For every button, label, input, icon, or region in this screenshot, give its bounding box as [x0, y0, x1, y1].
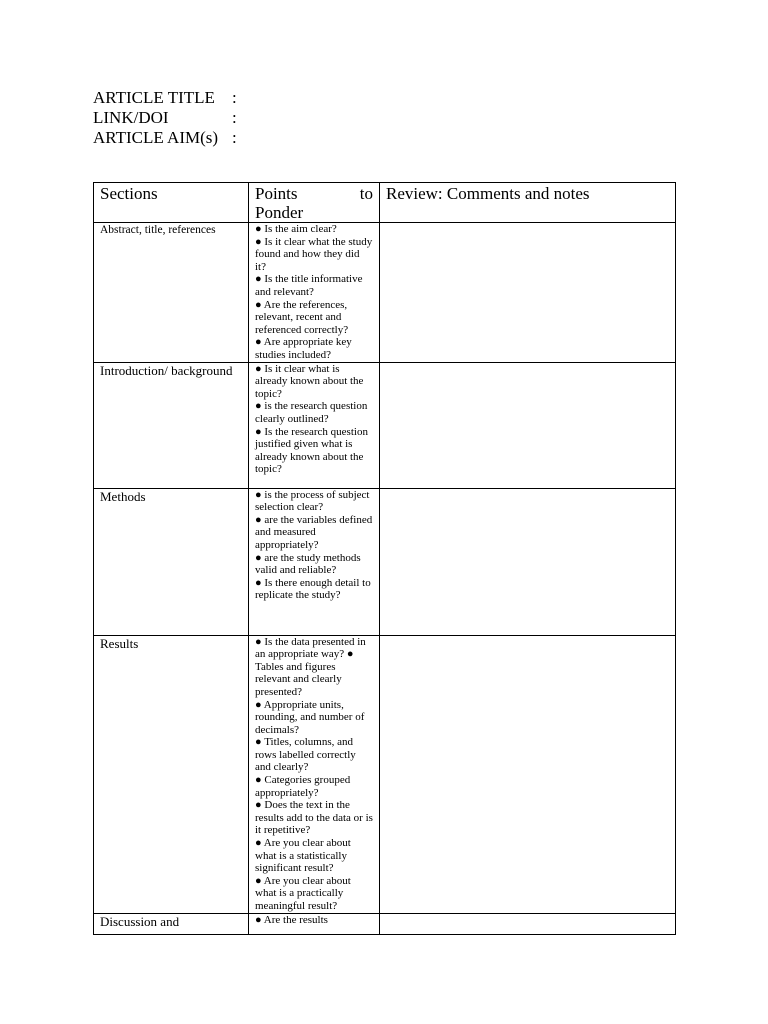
point-item: ● Is the aim clear?	[255, 223, 337, 235]
table-header-row	[94, 183, 676, 223]
section-name: Discussion and	[100, 913, 180, 929]
point-item: ● are the variables defined and measured appropriately?	[255, 513, 373, 551]
points-header-word-ponder: Ponder	[255, 203, 304, 222]
point-item: ● Are the results	[255, 913, 328, 926]
point-item: ● is the process of subject selection clear?	[255, 488, 370, 514]
point-item: ● Titles, columns, and rows labelled correctly and clearly?	[255, 736, 356, 774]
points-cell	[249, 362, 380, 488]
section-name: Introduction/ background	[100, 362, 233, 378]
point-item: ● Is it clear what the study found and how they did it?	[255, 235, 373, 273]
article-title-colon: :	[232, 88, 237, 107]
point-item: ● Are you clear about what is a statistically significant result?	[255, 837, 351, 875]
point-item: ● Is the title informative and relevant?	[255, 273, 363, 298]
article-aims-label: ARTICLE AIM(s)	[93, 128, 219, 147]
section-name: Results	[100, 635, 139, 651]
points-list	[249, 636, 379, 913]
points-cell	[249, 223, 380, 363]
section-name: Methods	[100, 488, 146, 504]
points-cell	[249, 488, 380, 635]
notes-cell[interactable]	[380, 362, 676, 488]
article-aims-field	[93, 128, 237, 148]
point-item: ● Does the text in the results add to the data or is it repetitive?	[255, 799, 373, 837]
points-header-word-to: to	[359, 184, 373, 203]
points-cell	[249, 913, 380, 934]
point-item: ● Is it clear what is already known about the topic?	[255, 362, 364, 400]
sections-header: Sections	[100, 184, 158, 203]
point-item: ● Are the references, relevant, recent and referenced correctly?	[255, 298, 349, 336]
section-cell	[94, 635, 249, 913]
link-doi-label: LINK/DOI	[93, 108, 169, 127]
point-item: ● Appropriate units, rounding, and number of decimals?	[255, 698, 365, 736]
point-item: ● Categories grouped appropriately?	[255, 774, 351, 799]
points-list	[249, 223, 379, 362]
table-row	[94, 362, 676, 488]
link-doi-field	[93, 108, 237, 128]
point-item: ● Are appropriate key studies included?	[255, 336, 352, 361]
article-header	[93, 88, 237, 148]
point-item: ● is the research question clearly outlined?	[255, 400, 368, 425]
sections-header-cell	[94, 183, 249, 223]
notes-cell[interactable]	[380, 913, 676, 934]
review-header-cell	[380, 183, 676, 223]
review-table	[93, 182, 676, 935]
notes-cell[interactable]	[380, 223, 676, 363]
point-item: ● Is the data presented in an appropriate way? ● Tables and figures relevant and clearly presented?	[255, 635, 366, 698]
points-list	[249, 363, 379, 476]
table-row	[94, 913, 676, 934]
article-title-field	[93, 88, 237, 108]
point-item: ● Is the research question justified given what is already known about the topic?	[255, 425, 368, 476]
table-row	[94, 635, 676, 913]
table-row	[94, 223, 676, 363]
section-cell	[94, 488, 249, 635]
points-header	[249, 183, 379, 222]
link-doi-colon: :	[232, 108, 237, 127]
section-cell	[94, 362, 249, 488]
table-row	[94, 488, 676, 635]
article-aims-colon: :	[232, 128, 237, 147]
notes-cell[interactable]	[380, 488, 676, 635]
review-header: Review: Comments and notes	[386, 184, 590, 203]
section-cell	[94, 913, 249, 934]
points-header-cell	[249, 183, 380, 223]
point-item: ● Are you clear about what is a practically meaningful result?	[255, 874, 351, 912]
point-item: ● Is there enough detail to replicate the study?	[255, 576, 371, 602]
points-cell	[249, 635, 380, 913]
points-list	[249, 489, 379, 602]
points-header-word-points: Points	[255, 184, 298, 203]
section-cell	[94, 223, 249, 363]
section-name: Abstract, title, references	[100, 224, 216, 236]
points-list	[249, 914, 379, 927]
point-item: ● are the study methods valid and reliable?	[255, 551, 361, 577]
notes-cell[interactable]	[380, 635, 676, 913]
article-title-label: ARTICLE TITLE	[93, 88, 215, 107]
